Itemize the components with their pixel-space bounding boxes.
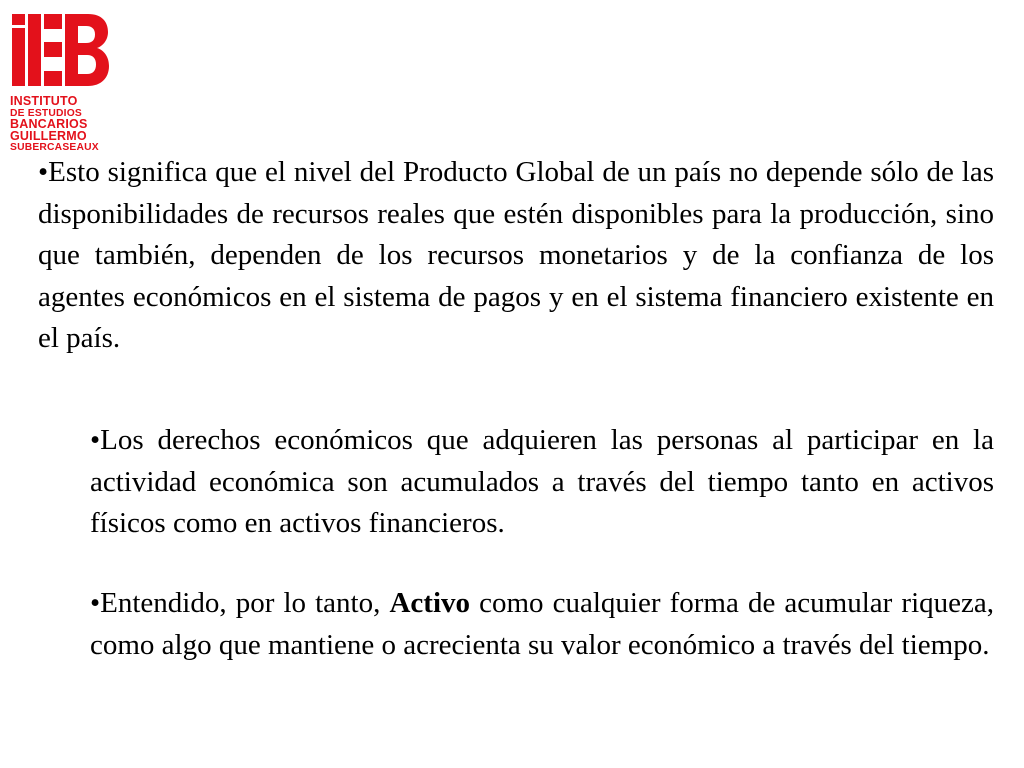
logo-line: SUBERCASEAUX [10, 142, 99, 153]
logo-line: DE ESTUDIOS [10, 107, 83, 119]
logo-line: GUILLERMO [10, 128, 87, 143]
ieb-logo-mark-icon [10, 12, 110, 90]
paragraph-text: como cualquier forma de acumular riqueza, como algo que mantiene o acrecienta su valor económico a través del tiempo. [90, 587, 994, 661]
bullet-paragraph [90, 583, 994, 666]
institute-logo [10, 12, 110, 162]
paragraph-text: •Entendido, por lo tanto, [90, 587, 390, 619]
bullet-paragraph: •Esto significa que el nivel del Producto Global de un país no depende sólo de las disponibilidades de recursos reales que estén disponibles para la producción, sino que también, dependen de los recursos monetarios y de la confianza de los agentes económicos en el sistema de pagos y en el sistema financiero existente en el país. [38, 156, 994, 354]
bullet-paragraph: •Los derechos económicos que adquieren las personas al participar en la actividad económica son acumulados a través del tiempo tanto en activos físicos como en activos financieros. [90, 424, 994, 539]
logo-line: BANCARIOS [10, 117, 88, 131]
activo-term: Activo [389, 587, 470, 619]
logo-wordmark [10, 96, 110, 154]
logo-line: INSTITUTO [10, 94, 78, 108]
